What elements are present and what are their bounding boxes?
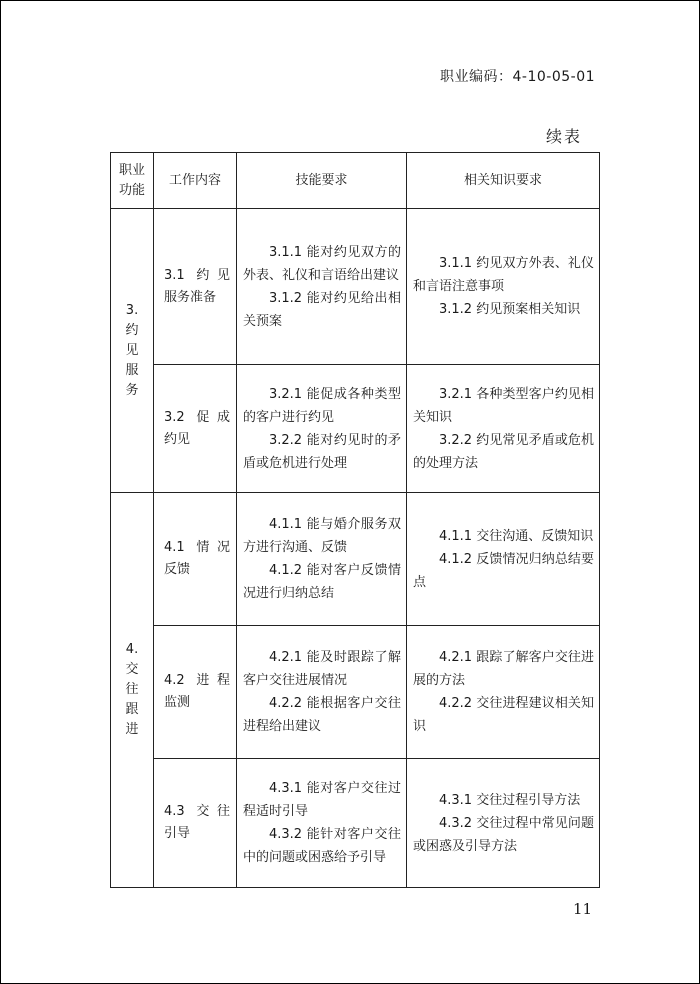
skill-cell xyxy=(237,209,407,365)
skill-item: 4.3.1 能对客户交往过程适时引导 xyxy=(243,781,401,819)
header-skill: 技能要求 xyxy=(237,153,407,209)
work-line: 引导 xyxy=(164,826,191,841)
work-line: 反馈 xyxy=(164,562,191,577)
skill-cell xyxy=(237,626,407,759)
header-function xyxy=(111,153,154,209)
function-line: 约 xyxy=(125,322,139,338)
work-line: 4.1 情况 xyxy=(164,540,230,555)
skill-item: 3.2.1 能促成各种类型的客户进行约见 xyxy=(243,386,401,425)
knowledge-item: 3.2.1 各种类型客户约见相关知识 xyxy=(413,386,594,425)
knowledge-cell xyxy=(407,365,600,493)
knowledge-item: 4.1.2 反馈情况归纳总结要点 xyxy=(413,551,594,590)
page-number: 11 xyxy=(573,900,593,918)
knowledge-item: 4.1.1 交往沟通、反馈知识 xyxy=(439,528,594,544)
skill-item: 4.1.1 能与婚介服务双方进行沟通、反馈 xyxy=(243,517,401,555)
knowledge-cell xyxy=(407,626,600,759)
knowledge-item: 4.3.2 交往过程中常见问题或困惑及引导方法 xyxy=(413,815,594,854)
header-knowledge: 相关知识要求 xyxy=(407,153,600,209)
skill-item: 4.1.2 能对客户反馈情况进行归纳总结 xyxy=(243,563,401,601)
knowledge-item: 4.2.1 跟踪了解客户交往进展的方法 xyxy=(413,650,594,688)
skill-item: 3.1.2 能对约见给出相关预案 xyxy=(243,290,401,329)
skill-cell xyxy=(237,759,407,888)
table-row xyxy=(111,493,600,626)
header-work: 工作内容 xyxy=(154,153,237,209)
work-cell xyxy=(154,626,237,759)
table-row xyxy=(111,365,600,493)
work-line: 3.1 约见 xyxy=(164,267,230,283)
work-line: 约见 xyxy=(164,431,191,447)
work-line: 监测 xyxy=(164,695,191,710)
occupation-code: 职业编码：4-10-05-01 xyxy=(440,69,596,85)
skill-item: 4.2.2 能根据客户交往进程给出建议 xyxy=(243,696,401,734)
work-cell xyxy=(154,365,237,493)
knowledge-cell xyxy=(407,493,600,626)
function-line: 往 xyxy=(125,682,139,697)
knowledge-item: 4.2.2 交往进程建议相关知识 xyxy=(413,696,594,734)
function-cell xyxy=(111,493,154,888)
work-line: 3.2 促成 xyxy=(164,409,230,425)
knowledge-item: 4.3.1 交往过程引导方法 xyxy=(439,792,581,808)
knowledge-item: 3.2.2 约见常见矛盾或危机的处理方法 xyxy=(413,432,594,471)
table-header-row xyxy=(111,153,600,209)
skill-item: 4.2.1 能及时跟踪了解客户交往进展情况 xyxy=(243,650,401,688)
work-cell xyxy=(154,209,237,365)
function-line: 3. xyxy=(125,302,139,318)
work-line: 4.3 交往 xyxy=(164,804,230,819)
function-line: 跟 xyxy=(125,702,139,717)
function-line: 4. xyxy=(125,642,139,657)
knowledge-item: 3.1.2 约见预案相关知识 xyxy=(439,302,581,317)
work-line: 4.2 进程 xyxy=(164,673,230,688)
knowledge-cell xyxy=(407,759,600,888)
header-function-line: 职业 xyxy=(118,162,145,178)
skill-item: 3.2.2 能对约见时的矛盾或危机进行处理 xyxy=(243,432,401,471)
work-cell xyxy=(154,759,237,888)
header-function-line: 功能 xyxy=(118,182,145,198)
skills-table xyxy=(110,152,600,888)
skill-item: 4.3.2 能针对客户交往中的问题或困惑给予引导 xyxy=(243,827,401,865)
skill-cell xyxy=(237,365,407,493)
table-row xyxy=(111,209,600,365)
work-line: 服务准备 xyxy=(164,289,217,305)
function-cell xyxy=(111,209,154,493)
table-row xyxy=(111,626,600,759)
function-line: 见 xyxy=(125,342,139,358)
knowledge-item: 3.1.1 约见双方外表、礼仪和言语注意事项 xyxy=(413,256,594,294)
skill-cell xyxy=(237,493,407,626)
function-line: 进 xyxy=(125,722,139,737)
skill-item: 3.1.1 能对约见双方的外表、礼仪和言语给出建议 xyxy=(243,244,401,283)
function-line: 务 xyxy=(125,382,139,398)
table-row xyxy=(111,759,600,888)
function-line: 交 xyxy=(125,662,139,677)
continued-label: 续表 xyxy=(546,127,583,146)
knowledge-cell xyxy=(407,209,600,365)
work-cell xyxy=(154,493,237,626)
function-line: 服 xyxy=(125,362,139,378)
